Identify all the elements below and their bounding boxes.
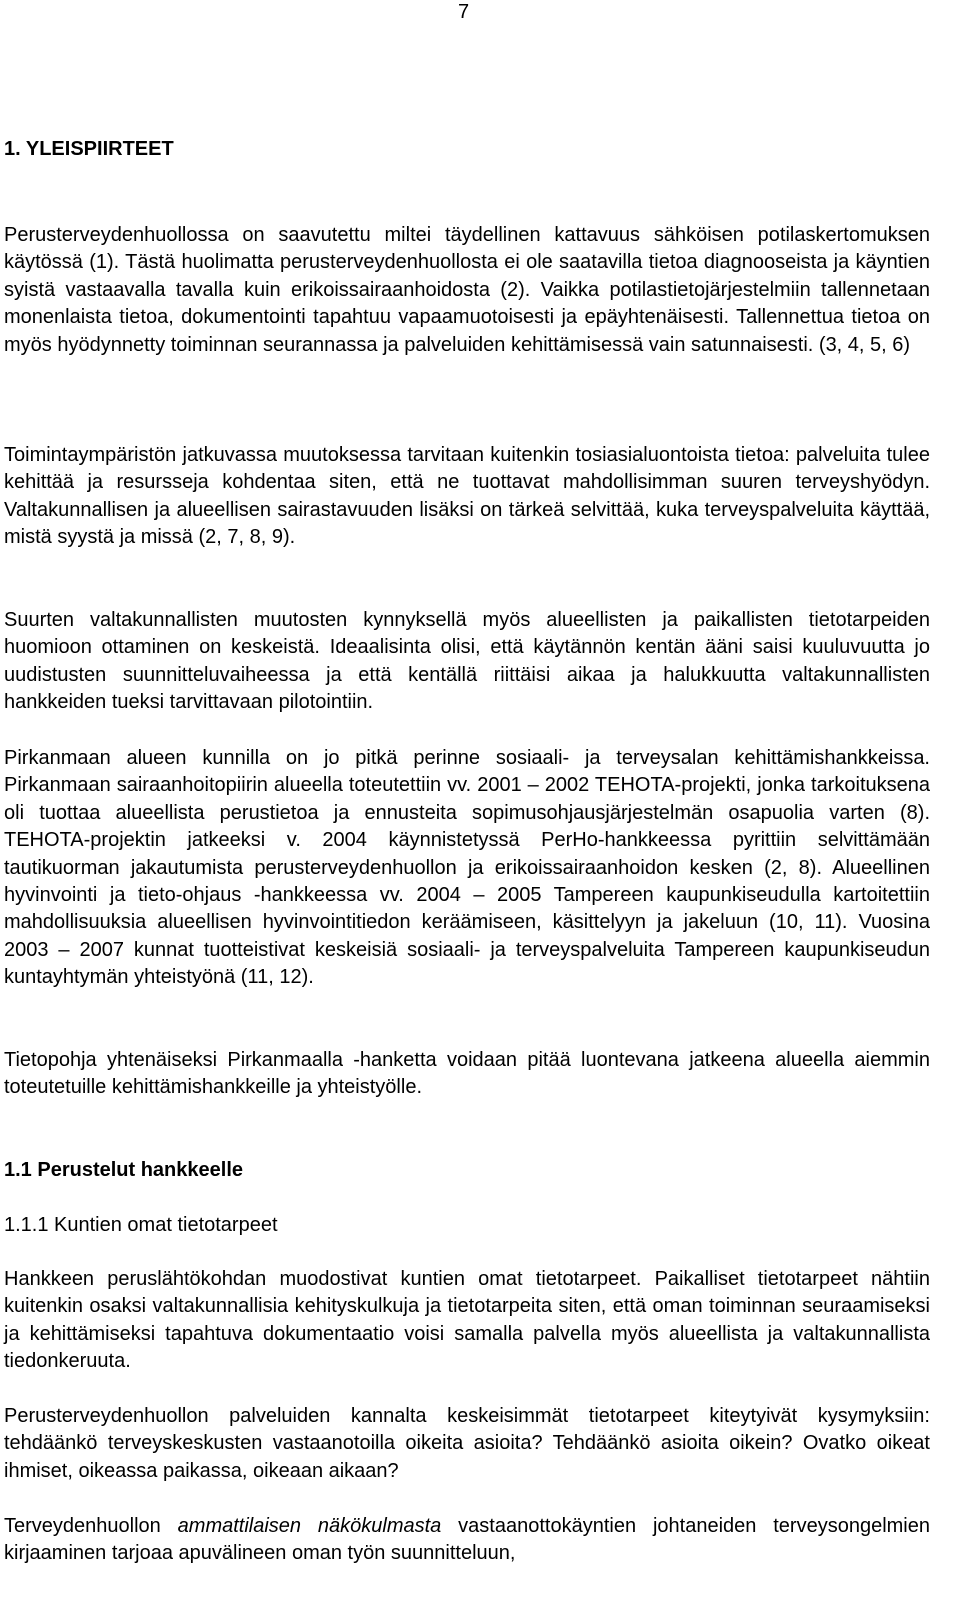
paragraph-national-changes: Suurten valtakunnallisten muutosten kynnyksellä myös alueellisten ja paikallisten tietotarpeiden huomioon ottaminen on keskeistä. Ideaalisinta olisi, että käytännön kentän ääni saisi kuuluvuutta jo uudistusten suunnitteluvaiheessa ja että kentällä riittäisi aikaa ja halukkuutta valtakunnallisten hankkeiden tueksi tarvittavaan pilotointiin. <box>4 609 930 714</box>
subsection-heading: 1.1 Perustelut hankkeelle <box>4 1159 244 1181</box>
paragraph-coverage: Perusterveydenhuollossa on saavutettu miltei täydellinen kattavuus sähköisen potilaskertomuksen käytössä (1). Tästä huolimatta perusterveydenhuollosta ei ole saatavilla tietoa diagnooseista ja käyntien syistä vastaavalla tavalla kuin erikoissairaanhoidosta (2). Vaikka potilastietojärjestelmiin tallennetaan monenlaista tietoa, dokumentointi tapahtuu vapaamuotoisesti ja epäyhtenäisesti. Tallennettua tietoa on myös hyödynnetty toiminnan seurannassa ja palveluiden kehittämisessä vain satunnaisesti. (3, 4, 5, 6) <box>4 224 930 356</box>
paragraph-key-questions: Perusterveydenhuollon palveluiden kannalta keskeisimmät tietotarpeet kiteytyivät kysymyksiin: tehdäänkö terveyskeskusten vastaanotoilla oikeita asioita? Tehdäänkö asioita oikein? Ovatko oikeat ihmiset, oikeassa paikassa, oikeaan aikaan? <box>4 1405 930 1482</box>
paragraph-project-continuation: Tietopohja yhtenäiseksi Pirkanmaalla -hanketta voidaan pitää luontevana jatkeena alueella aiemmin toteutetuille kehittämishankkeille ja yhteistyölle. <box>4 1049 930 1099</box>
paragraph-text-end: vastaanottokäyntien johtaneiden terveysongelmien kirjaaminen tarjoaa apuvälineen oman työn suunnitteluun, <box>4 1515 930 1565</box>
paragraph-pirkanmaa-projects: Pirkanmaan alueen kunnilla on jo pitkä perinne sosiaali- ja terveysalan kehittämishankkeissa. Pirkanmaan sairaanhoitopiirin alueella toteutettiin vv. 2001 – 2002 TEHOTA-projekti, jonka tarkoituksena oli tuottaa alueellista perustietoa ja ennusteita sopimusohjausjärjestelmän osapuolia varten (8). TEHOTA-projektin jatkeeksi v. 2004 käynnistetyssä PerHo-hankkeessa pyrittiin selvittämään tautikuorman jakautumista perusterveydenhuollon ja erikoissairaanhoidon kesken (2, 8). Alueellinen hyvinvointi ja tieto-ohjaus -hankkeessa vv. 2004 – 2005 Tampereen kaupunkiseudulla kartoitettiin mahdollisuuksia alueellisen hyvinvointitiedon keräämiseen, käsittelyyn ja jakeluun (10, 11). Vuosina 2003 – 2007 kunnat tuotteistivat keskeisiä sosiaali- ja terveyspalveluita Tampereen kaupunkiseudun kuntayhtymän yhteistyönä (11, 12). <box>4 747 930 989</box>
subsubsection-heading: 1.1.1 Kuntien omat tietotarpeet <box>4 1214 278 1236</box>
paragraph-operating-environment: Toimintaympäristön jatkuvassa muutoksessa tarvitaan kuitenkin tosiasialuontoista tietoa: palveluita tulee kehittää ja resursseja kohdentaa siten, että ne tuottavat mahdollisimman suuren terveyshyödyn. Valtakunnallisen ja alueellisen sairastavuuden lisäksi on tärkeä selvittää, kuka terveyspalveluita käyttää, mistä syystä ja missä (2, 7, 8, 9). <box>4 444 930 549</box>
paragraph-text-start: Terveydenhuollon <box>4 1515 178 1537</box>
paragraph-starting-point: Hankkeen peruslähtökohdan muodostivat kuntien omat tietotarpeet. Paikalliset tietotarpeet nähtiin kuitenkin osaksi valtakunnallisia kehityskulkuja ja tietotarpeita siten, että oman toiminnan seuraamiseksi ja kehittämiseksi tapahtuva dokumentaatio voisi samalla palvella myös alueellista ja valtakunnallista tiedonkeruuta. <box>4 1268 930 1373</box>
emphasized-phrase: ammattilaisen näkökulmasta <box>177 1515 442 1537</box>
paragraph-professional-perspective <box>4 1513 930 1568</box>
section-heading: 1. YLEISPIIRTEET <box>4 138 174 160</box>
page-number: 7 <box>458 1 470 23</box>
